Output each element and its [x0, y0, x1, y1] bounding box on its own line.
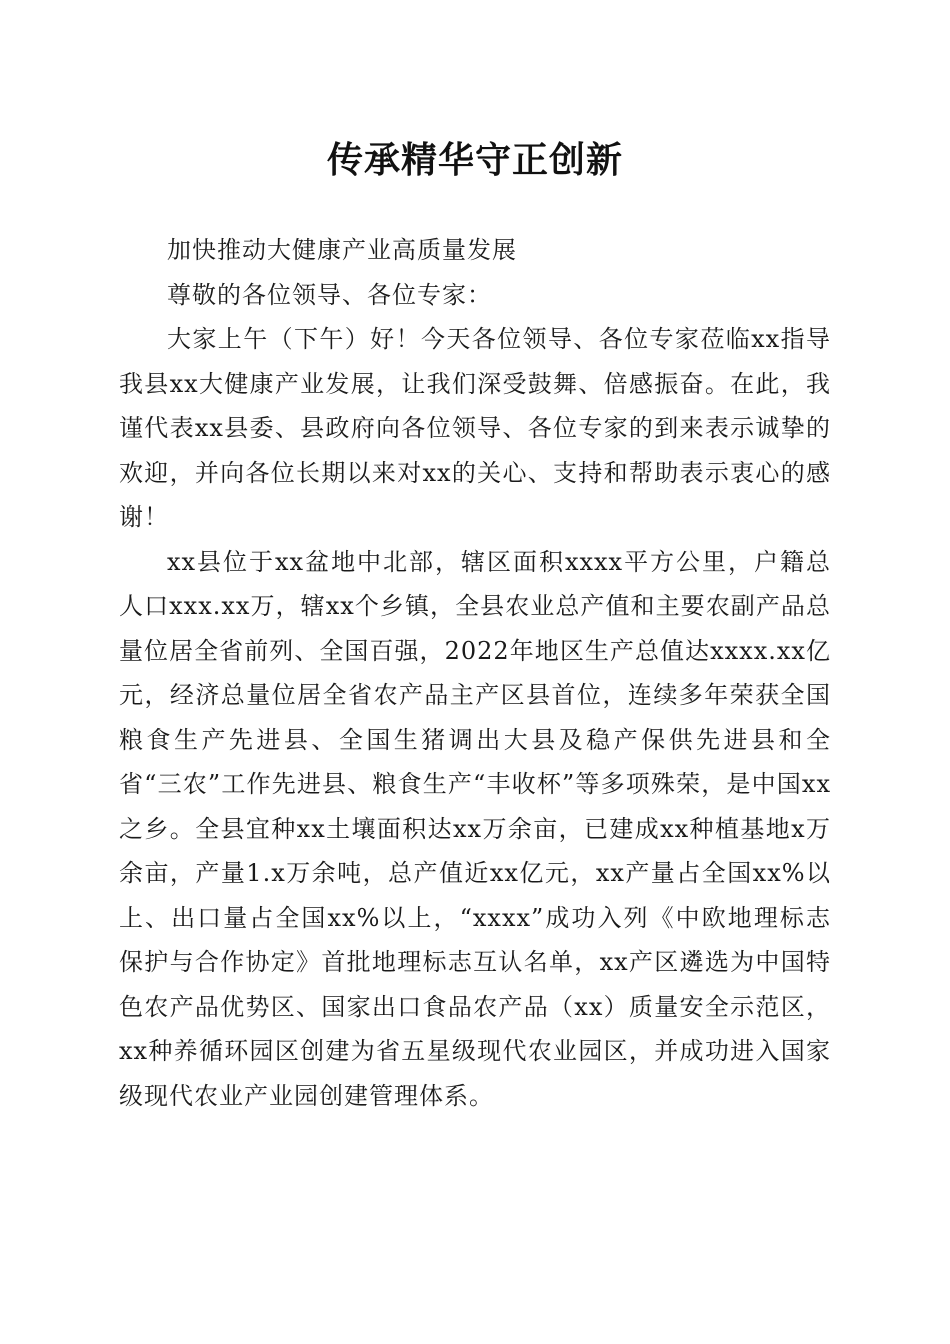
paragraph-greeting: 大家上午（下午）好！今天各位领导、各位专家莅临xx指导我县xx大健康产业发展，让我们深受鼓舞、倍感振奋。在此，我谨代表xx县委、县政府向各位领导、各位专家的到来表示诚挚的欢迎，并向各位长期以来对xx的关心、支持和帮助表示衷心的感谢！: [119, 325, 831, 531]
paragraph-salutation: 尊敬的各位领导、各位专家：: [167, 280, 492, 309]
paragraph-subtitle: 加快推动大健康产业高质量发展: [167, 236, 517, 264]
document-body: [119, 228, 831, 1118]
document-title: 传承精华守正创新: [326, 139, 623, 181]
paragraph-county-overview: xx县位于xx盆地中北部，辖区面积xxxx平方公里，户籍总人口xxx.xx万，辖xx个乡镇，全县农业总产值和主要农副产品总量位居全省前列、全国百强，2022年地区生产总值达xxxx.xx亿元，经济总量位居全省农产品主产区县首位，连续多年荣获全国粮食生产先进县、全国生猪调出大县及稳产保供先进县和全省“三农”工作先进县、粮食生产“丰收杯”等多项殊荣，是中国xx之乡。全县宜种xx土壤面积达xx万余亩，已建成xx种植基地x万余亩，产量1.x万余吨，总产值近xx亿元，xx产量占全国xx%以上、出口量占全国xx%以上，“xxxx”成功入列《中欧地理标志保护与合作协定》首批地理标志互认名单，xx产区遴选为中国特色农产品优势区、国家出口食品农产品（xx）质量安全示范区，xx种养循环园区创建为省五星级现代农业园区，并成功进入国家级现代农业产业园创建管理体系。: [119, 547, 831, 1110]
